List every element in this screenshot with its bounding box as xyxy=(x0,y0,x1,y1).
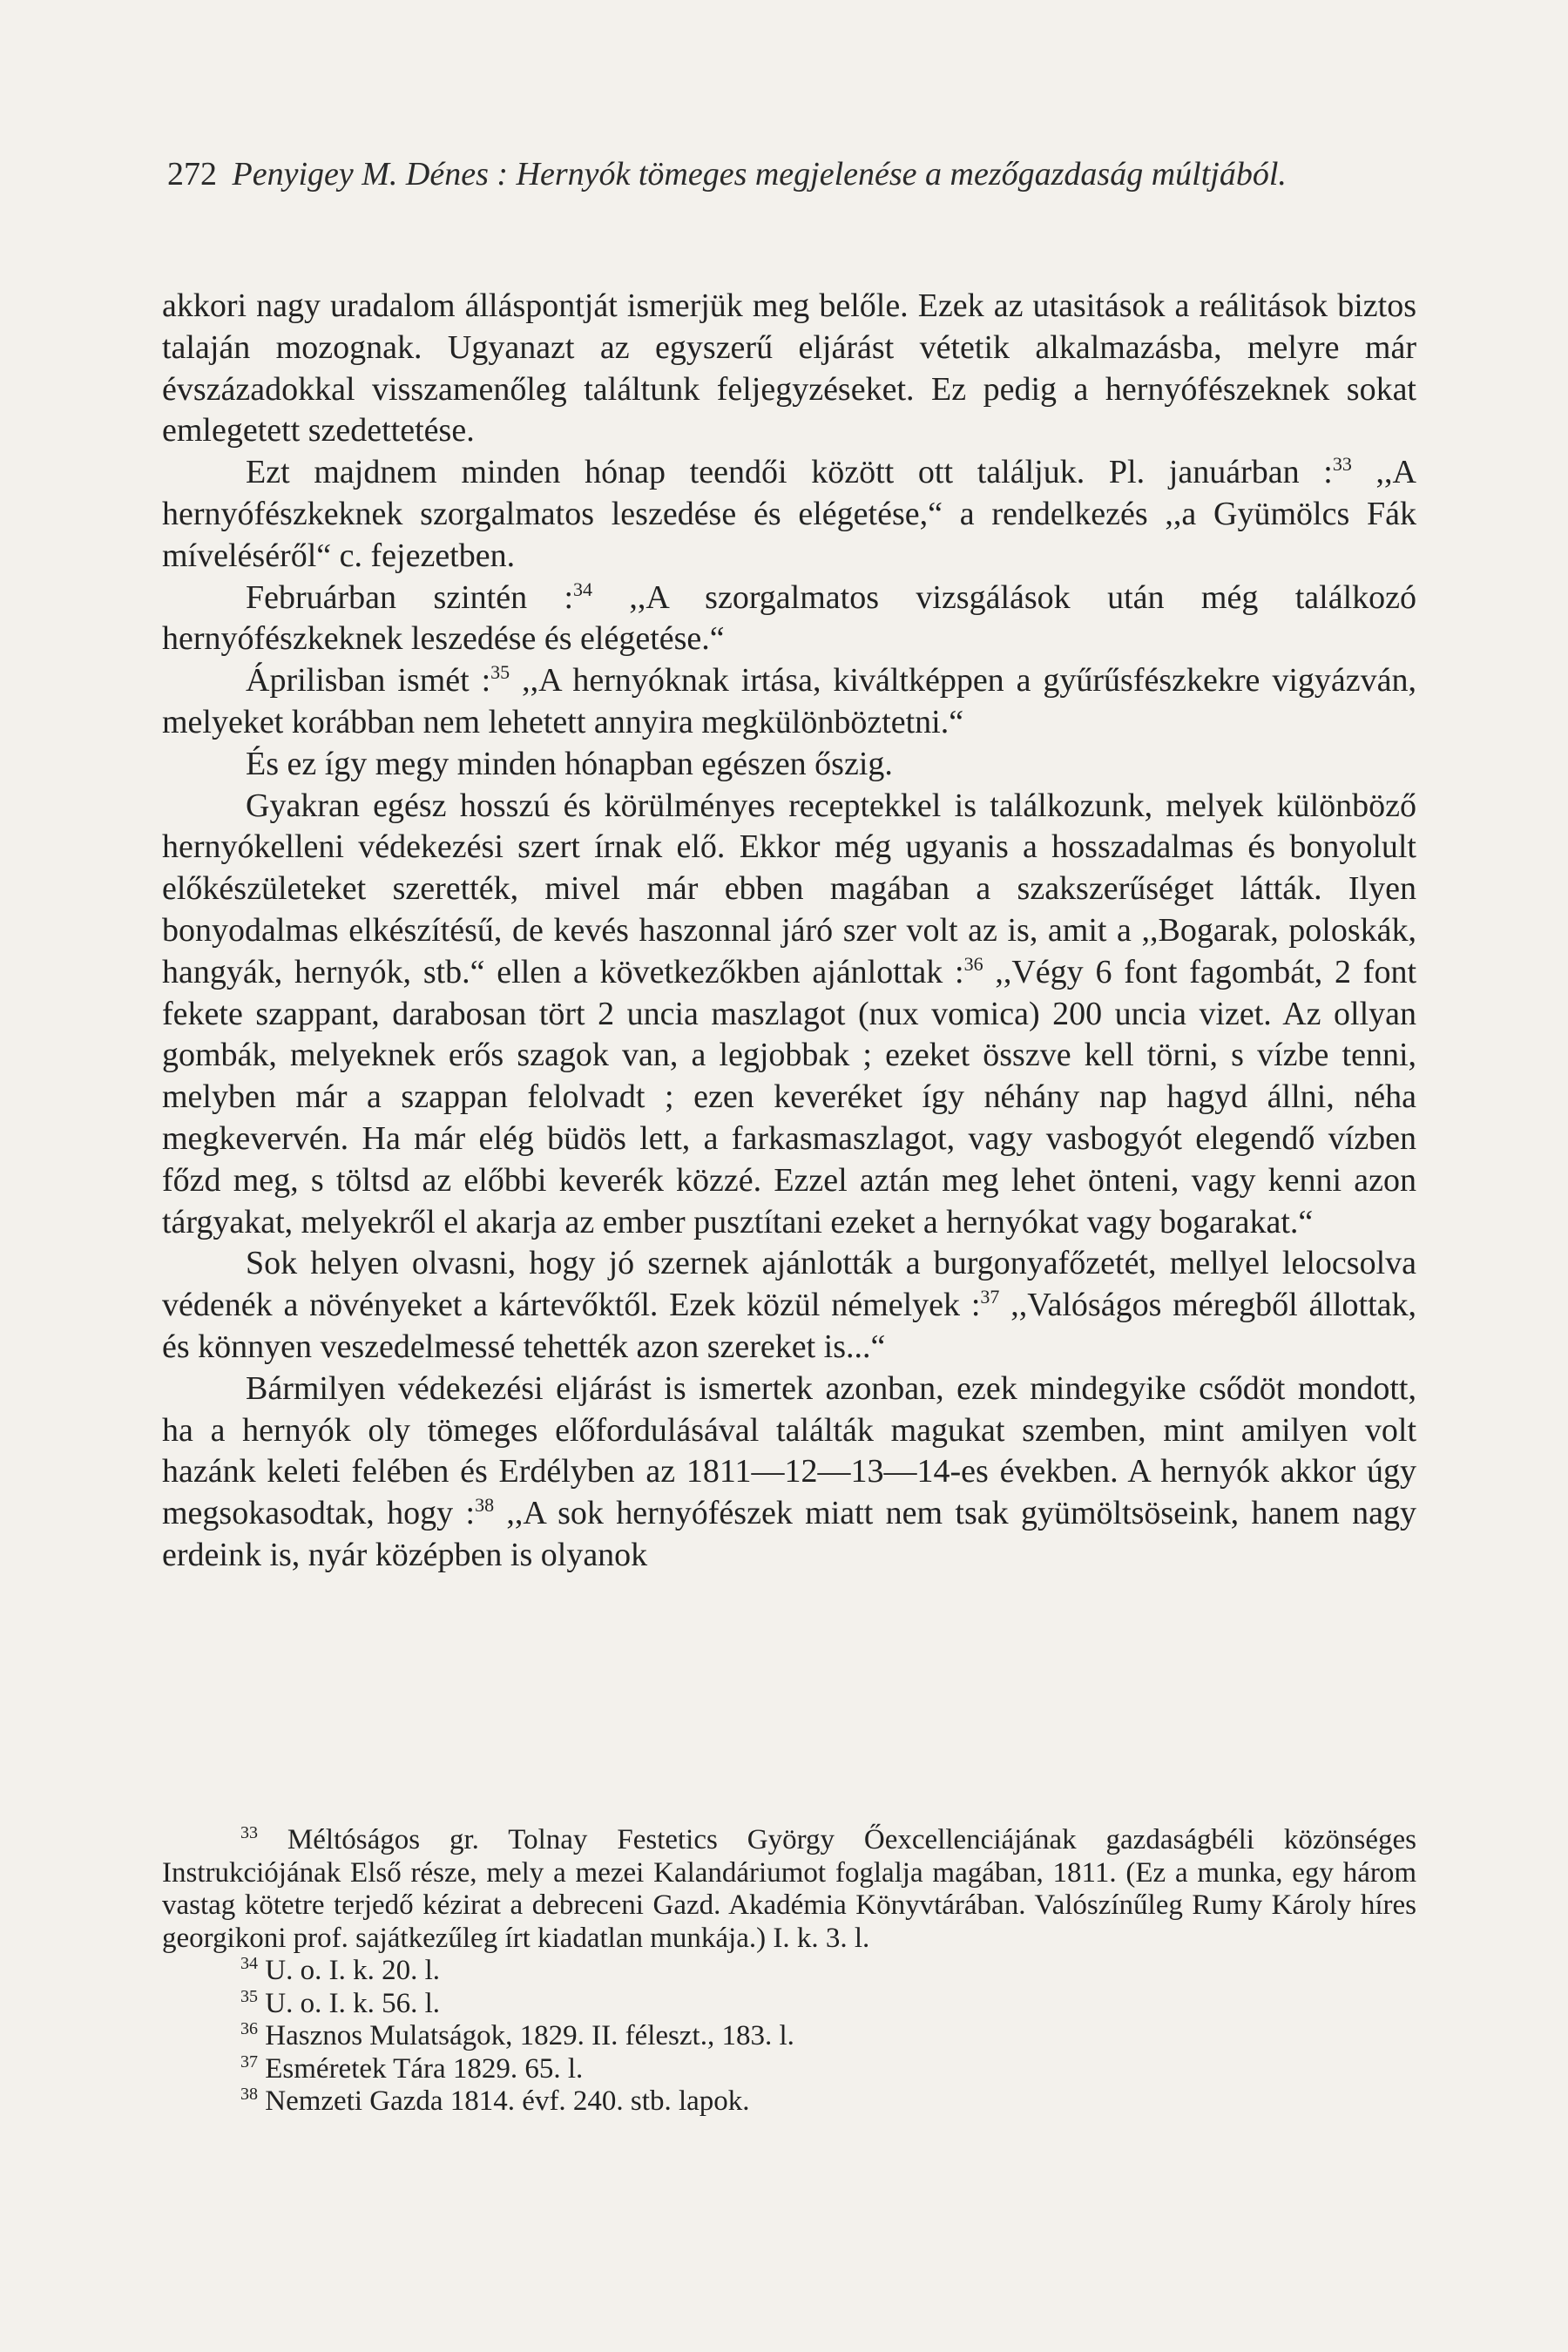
paragraph-text: ,,Valóságos méregből állottak, és könnyen veszedelmessé tehették azon szereket is...“ xyxy=(162,1287,1417,1365)
paragraph xyxy=(162,786,1416,1244)
footnote-ref: 36 xyxy=(963,952,983,975)
paragraph-text: ,,Végy 6 font fagombát, 2 font fekete szappant, darabosan tört 2 uncia maszlagot (nux vomica) 200 uncia vizet. Az ollyan gombák, melyeknek erős szagok van, a legjobbak ; ezeket összve kell törni, s vízbe tenni, melyben már a szappan felolvadt ; ezen keveréket így néhány nap hagyd állni, néha megkevervén. Ha már elég büdös lett, a farkasmaszlagot, vagy vasbogyót elegendő vízben főzd meg, s töltsd az előbbi keverék közzé. Ezzel aztán meg lehet önteni, vagy kenni azon tárgyakat, melyekről el akarja az ember pusztítani ezeket a hernyókat vagy bogarakat.“ xyxy=(162,953,1417,1240)
paragraph xyxy=(162,660,1416,744)
paragraph-text: Sok helyen olvasni, hogy jó szernek ajánlották a burgonyafőzetét, mellyel lelocsolva védenék a növényeket a kártevőktől. Ezek közül némelyek : xyxy=(162,1245,1416,1324)
footnote-ref: 33 xyxy=(1332,453,1352,476)
footnotes xyxy=(162,1824,1416,2119)
paragraph: És ez így megy minden hónapban egészen őszig. xyxy=(246,745,893,782)
body-text xyxy=(162,286,1416,1577)
footnote-text: Hasznos Mulatságok, 1829. II. féleszt., 183. l. xyxy=(258,2020,794,2051)
footnote-number: 36 xyxy=(240,2019,258,2038)
running-header xyxy=(167,155,1430,193)
paragraph-text: Ezt majdnem minden hónap teendői között ott találjuk. Pl. januárban : xyxy=(246,454,1333,491)
paragraph-text: ,,A szorgalmatos vizsgálások után még találkozó hernyófészkeknek leszedése és elégetése.“ xyxy=(162,578,1416,658)
footnote xyxy=(162,1988,1416,2021)
paragraph-text: Áprilisban ismét : xyxy=(246,662,491,700)
footnote-number: 33 xyxy=(240,1823,258,1842)
footnote-text: Nemzeti Gazda 1814. évf. 240. stb. lapok. xyxy=(258,2085,750,2117)
paragraph xyxy=(162,1243,1416,1368)
footnote xyxy=(162,1955,1416,1988)
paragraph xyxy=(162,452,1416,577)
paragraph-text: Februárban szintén : xyxy=(246,578,574,616)
footnote-text: Méltóságos gr. Tolnay Festetics György Őexcellenciájának gazdaságbéli közönséges Instrukciójának Első része, mely a mezei Kalandáriumot foglalja magában, 1811. (Ez a munka, egy három vastag kötetre terjedő kézirat a debreceni Gazd. Akadémia Könyvtárában. Valószínűleg Rumy Károly híres georgikoni prof. sajátkezűleg írt kiadatlan munkája.) I. k. 3. l. xyxy=(162,1824,1416,1954)
paragraph-text: ,,A hernyóknak irtása, kiváltképpen a gyűrűsfészkekre vigyázván, melyeket korábban nem lehetett annyira megkülönböztetni.“ xyxy=(162,662,1416,740)
footnote-ref: 37 xyxy=(980,1286,1000,1308)
footnote-number: 34 xyxy=(240,1954,258,1973)
footnote-ref: 38 xyxy=(475,1494,495,1517)
footnote-number: 35 xyxy=(240,1986,258,2006)
footnote xyxy=(162,1824,1416,1955)
footnote-text: Esméretek Tára 1829. 65. l. xyxy=(258,2052,584,2085)
paragraph-text: ,,A hernyófészkeknek szorgalmatos leszedése és elégetése,“ a rendelkezés ,,a Gyümölcs Fák míveléséről“ c. fejezetben. xyxy=(162,454,1417,574)
footnote-number: 38 xyxy=(240,2085,258,2104)
footnote-number: 37 xyxy=(240,2051,258,2072)
paragraph: akkori nagy uradalom álláspontját ismerjük meg belőle. Ezek az utasitások a reálitások biztos talaján mozognak. Ugyanazt az egyszerű eljárást vétetik alkalmazásba, melyre már évszázadokkal visszamenőleg találtunk feljegyzéseket. Ez pedig a hernyófészeknek sokat emlegetett szedettetése. xyxy=(162,287,1416,449)
page-number: 272 xyxy=(167,156,217,193)
paragraph-text: Bármilyen védekezési eljárást is ismertek azonban, ezek mindegyike csődöt mondott, ha a hernyók oly tömeges előfordulásával találták magukat szemben, mint amilyen volt hazánk keleti felében és Erdélyben az 1811—12—13—14-es években. A hernyók akkor úgy megsokasodtak, hogy : xyxy=(162,1369,1416,1532)
paragraph-text: Gyakran egész hosszú és körülményes receptekkel is találkozunk, melyek különböző hernyókelleni védekezési szert írnak elő. Ekkor még ugyanis a hosszadalmas és bonyolult előkészületeket szerették, mivel már ebben magában a szakszerűséget látták. Ilyen bonyodalmas elkészítésű, de kevés haszonnal járó szer volt az is, amit a ,,Bogarak, poloskák, hangyák, hernyók, stb.“ ellen a következőkben ajánlottak : xyxy=(162,787,1416,990)
running-title: Penyigey M. Dénes : Hernyók tömeges megjelenése a mezőgazdaság múltjából. xyxy=(232,156,1287,193)
footnote xyxy=(162,2020,1416,2053)
footnote xyxy=(162,2085,1416,2119)
paragraph-text: ,,A sok hernyófészek miatt nem tsak gyümöltsöseink, hanem nagy erdeink is, nyár középben is olyanok xyxy=(162,1495,1416,1573)
footnote xyxy=(162,2053,1416,2086)
footnote-text: U. o. I. k. 56. l. xyxy=(258,1987,440,2019)
footnote-ref: 35 xyxy=(490,661,510,684)
footnote-ref: 34 xyxy=(573,578,593,600)
paragraph xyxy=(162,578,1416,661)
paragraph xyxy=(162,1369,1416,1577)
footnote-text: U. o. I. k. 20. l. xyxy=(258,1955,440,1986)
